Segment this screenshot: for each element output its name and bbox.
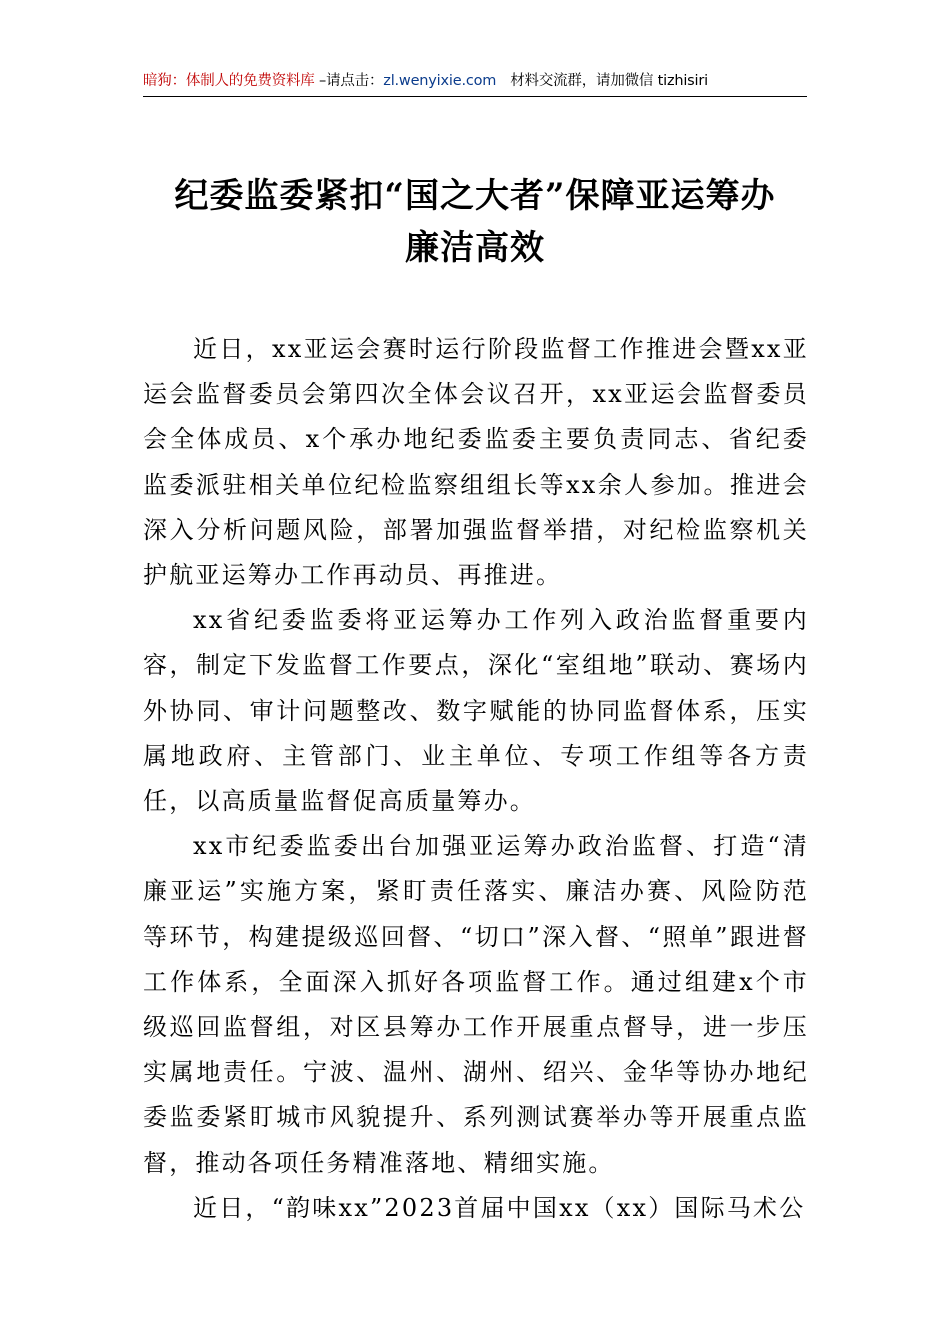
paragraph-4: 近日，“韵味xx”2023首届中国xx（xx）国际马术公 <box>193 1193 806 1222</box>
paragraph-2: xx省纪委监委将亚运筹办工作列入政治监督重要内容，制定下发监督工作要点，深化“室组地”联动、赛场内外协同、审计问题整改、数字赋能的协同监督体系，压实属地政府、主管部门、业主单位、专项工作组等各方责任，以高质量监督促高质量筹办。 <box>143 606 809 816</box>
paragraph-1: 近日，xx亚运会赛时运行阶段监督工作推进会暨xx亚运会监督委员会第四次全体会议召开，xx亚运会监督委员会全体成员、x个承办地纪委监委主要负责同志、省纪委监委派驻相关单位纪检监察组组长等xx余人参加。推进会深入分析问题风险，部署加强监督举措，对纪检监察机关护航亚运筹办工作再动员、再推进。 <box>143 335 809 590</box>
header-group-info: 材料交流群，请加微信 tizhisiri <box>510 73 708 89</box>
article-body <box>143 327 809 1231</box>
header-brand: 暗狗：体制人的免费资料库 <box>143 73 315 89</box>
header-prompt: –请点击： <box>314 73 384 89</box>
paragraph-3: xx市纪委监委出台加强亚运筹办政治监督、打造“清廉亚运”实施方案，紧盯责任落实、廉洁办赛、风险防范等环节，构建提级巡回督、“切口”深入督、“照单”跟进督工作体系，全面深入抓好各项监督工作。通过组建x个市级巡回监督组，对区县筹办工作开展重点督导，进一步压实属地责任。宁波、温州、湖州、绍兴、金华等协办地纪委监委紧盯城市风貌提升、系列测试赛举办等开展重点监督，推动各项任务精准落地、精细实施。 <box>143 832 809 1177</box>
article-title <box>100 170 850 274</box>
header-url-link[interactable]: zl.wenyixie.com <box>383 73 497 89</box>
page-header <box>143 66 807 97</box>
title-line-1: 纪委监委紧扣“国之大者”保障亚运筹办 <box>174 176 776 216</box>
title-line-2: 廉洁高效 <box>405 228 545 268</box>
